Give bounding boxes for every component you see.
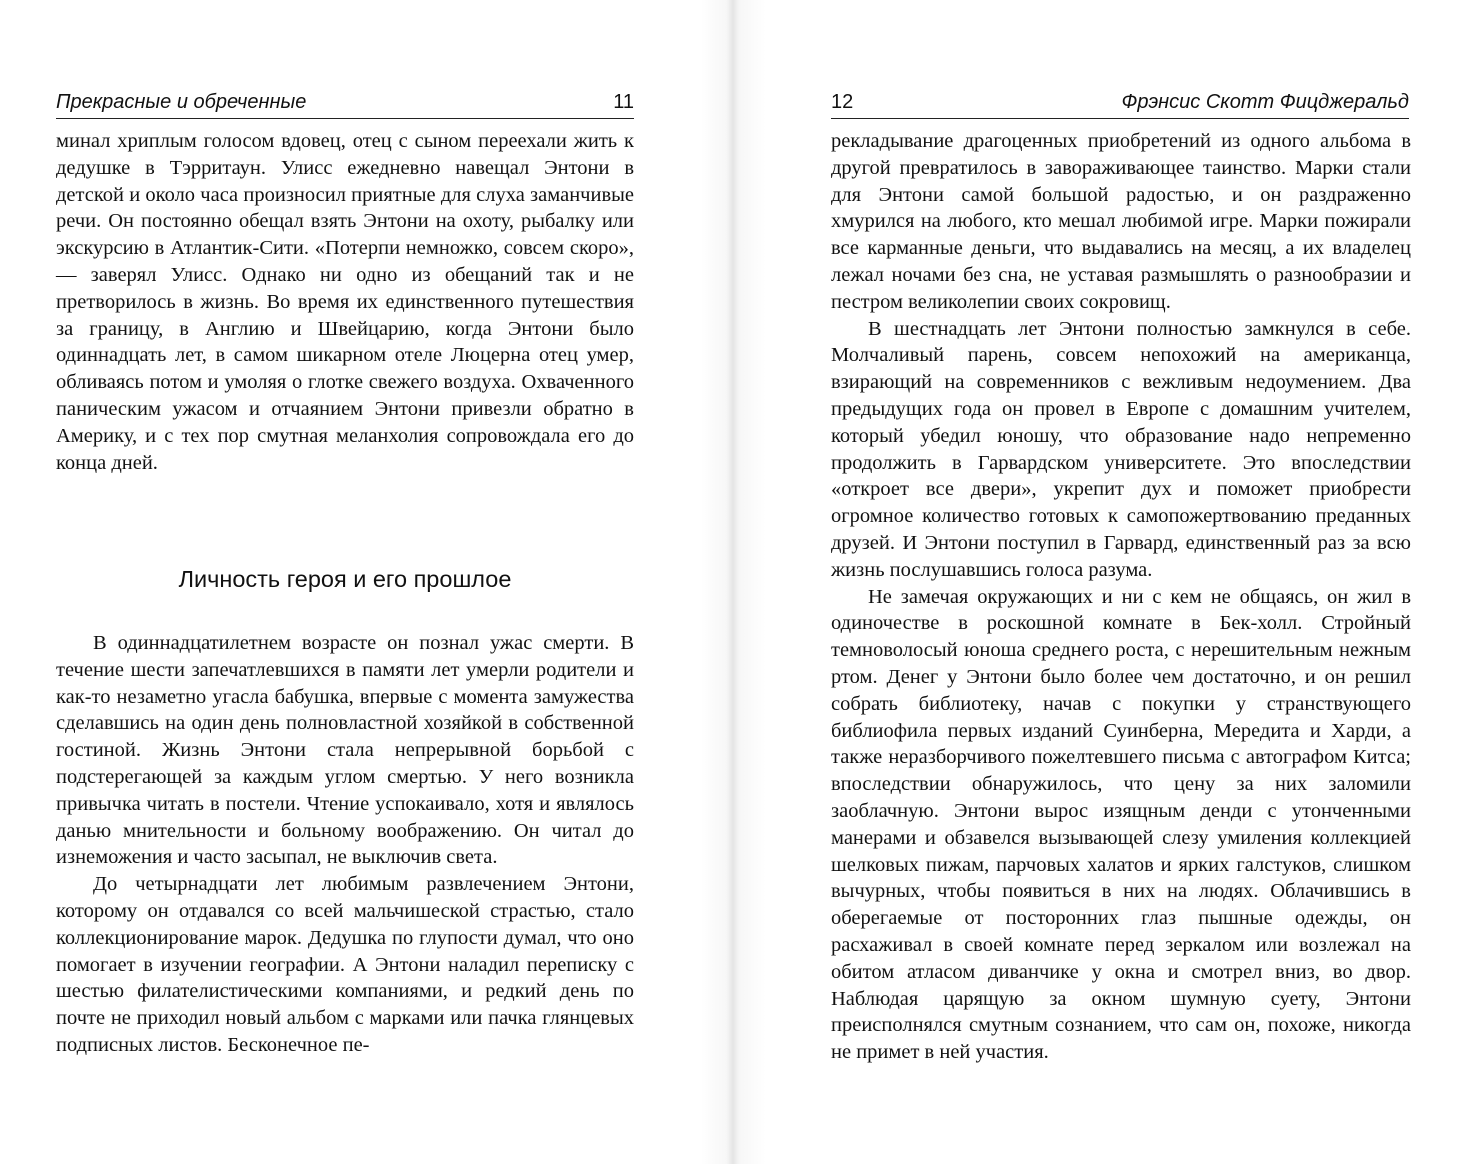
right-running-header [831, 88, 1409, 119]
paragraph: Не замечая окружающих и ни с кем не общаясь, он жил в одиночестве в роскошной комнате в Бек-холл. Стройный темноволосый юноша среднего роста, с нерешительным нежным ртом. Денег у Энтони было более чем достаточно, и он решил собрать библиотеку, начав с покупки у странствующего библиофила первых изданий Суинберна, Мередита и Харди, а также неразборчивого пожелтевшего письма с автографом Китса; впоследствии обнаружилось, что цену за них заломили заоблачную. Энтони вырос изящным денди с утонченными манерами и обзавелся вызывающей слезу умиления коллекцией шелковых пижам, парчовых халатов и ярких галстуков, слишком вычурных, чтобы появиться в них на людях. Облачившись в оберегаемые от посторонних глаз пышные одежды, он расхаживал в своей комнате перед зеркалом или возлежал на обитом атласом диванчике у окна и смотрел вниз, во двор. Наблюдая царящую за окном шумную суету, Энтони преисполнялся смутным сознанием, что сам он, похоже, никогда не примет в ней участия. [831, 585, 1411, 1064]
right-body-text [831, 128, 1411, 1066]
paragraph: рекладывание драгоценных приобретений из одного альбома в другой превратилось в завораживающее таинство. Марки стали для Энтони самой большой радостью, и он раздраженно хмурился на любого, кто мешал любимой игре. Марки пожирали все карманные деньги, что выдавались на месяц, а их владелец лежал ночами без сна, не уставая размышлять о разнообразии и пестром великолепии своих сокровищ. [831, 130, 1411, 313]
paragraph: В шестнадцать лет Энтони полностью замкнулся в себе. Молчаливый парень, совсем непохожий на американца, взирающий на современников с вежливым недоумением. Два предыдущих года он провел в Европе с домашним учителем, который убедил юношу, что образование надо непременно продолжить в Гарвардском университете. Это впоследствии «откроет все двери», укрепит дух и поможет приобрести огромное количество готовых к самопожертвованию преданных друзей. И Энтони поступил в Гарвард, единственный раз за всю жизнь послушавшись голоса разума. [831, 317, 1411, 581]
running-title: Прекрасные и обреченные [56, 91, 307, 113]
paragraph: В одиннадцатилетнем возрасте он познал ужас смерти. В течение шести запечатлевшихся в памяти лет умерли родители и как-то незаметно угасла бабушка, впервые с момента замужества сделавшись на один день полновластной хозяйкой в собственной гостиной. Жизнь Энтони стала непрерывной борьбой с подстерегающей за каждым углом смертью. У него возникла привычка читать в постели. Чтение успокаивало, хотя и являлось данью мнительности и больному воображению. Он читал до изнеможения и часто засыпал, не выключив света. [56, 632, 634, 869]
section-heading: Личность героя и его прошлое [178, 566, 512, 592]
left-body-text [56, 630, 634, 1059]
paragraph: минал хриплым голосом вдовец, отец с сыном переехали жить к дедушке в Тэрритаун. Улисс ежедневно навещал Энтони в детской и около часа произносил приятные для слуха заманчивые речи. Он постоянно обещал взять Энтони на охоту, рыбалку или экскурсию в Атлантик-Сити. «Потерпи немножко, совсем скоро», — заверял Улисс. Однако ни одно из обещаний так и не претворилось в жизнь. Во время их единственного путешествия за границу, в Англию и Швейцарию, когда Энтони было одиннадцать лет, в самом шикарном отеле Люцерна отец умер, обливаясь потом и умоляя о глотке свежего воздуха. Охваченного паническим ужасом и отчаянием Энтони привезли обратно в Америку, и с тех пор смутная меланхолия сопровождала его до конца дней. [56, 130, 634, 474]
left-continuation-text [56, 128, 634, 476]
page-number: 12 [831, 91, 854, 113]
right-page [733, 0, 1465, 1164]
paragraph: До четырнадцати лет любимым развлечением Энтони, которому он отдавался со всей мальчишеской страстью, стало коллекционирование марок. Дедушка по глупости думал, что оно помогает в изучении географии. А Энтони наладил переписку с шестью филателистическими компаниями, и редкий день по почте не приходил новый альбом с марками или пачка глянцевых подписных листов. Бесконечное пе- [56, 873, 634, 1056]
page-number: 11 [613, 91, 634, 113]
left-running-header [56, 88, 634, 119]
running-title: Фрэнсис Скотт Фицджеральд [1121, 91, 1409, 113]
